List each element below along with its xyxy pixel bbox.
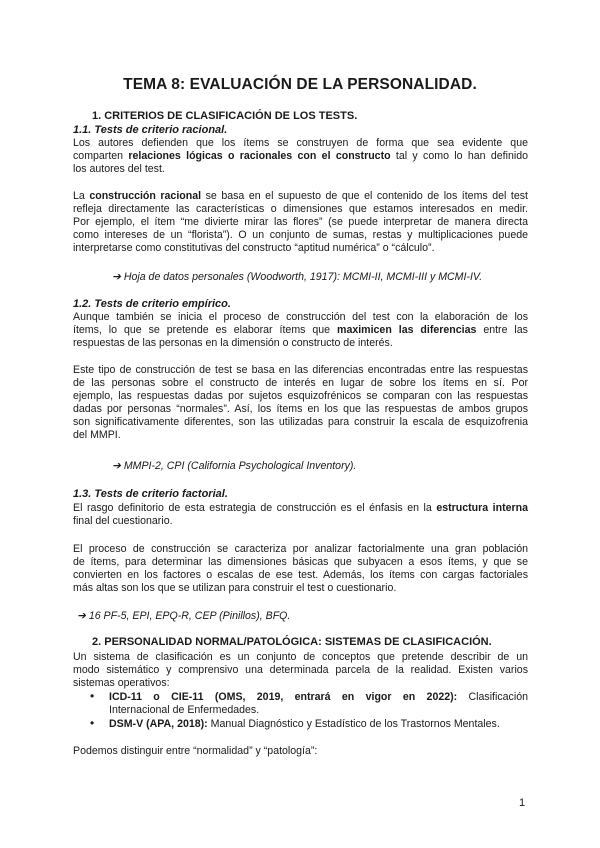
example-tests-ref: ➔ 16 PF-5, EPI, EPQ-R, CEP (Pinillos), BFQ. — [77, 610, 291, 622]
paragraph-line: Este tipo de construcción de test se basa en las diferencias encontradas entre las respuestas — [73, 364, 528, 376]
paragraph-line: como intereses de un “florista”). O un conjunto de sumas, restas y multiplicaciones puede — [73, 229, 528, 241]
paragraph-line: Podemos distinguir entre “normalidad” y “patología”: — [73, 745, 318, 757]
example-tests-ref: ➔ Hoja de datos personales (Woodworth, 1917): MCMI-II, MCMI-III y MCMI-IV. — [112, 271, 483, 283]
paragraph-line: son significativamente diferentes, son las utilizadas para construir la escala de esquizofrenia — [73, 416, 528, 428]
bullet-icon: • — [90, 716, 95, 730]
paragraph-line: del MMPI. — [73, 429, 121, 441]
subsection-1-1-heading: 1.1. Tests de criterio racional. — [73, 124, 228, 136]
paragraph-line: respuestas de las personas en la dimensión o constructo de interés. — [73, 337, 393, 349]
paragraph-line: dadas por personas “normales”. Así, los ítems en los que las respuestas de ambos grupos — [73, 403, 528, 415]
page-title: TEMA 8: EVALUACIÓN DE LA PERSONALIDAD. — [123, 76, 477, 93]
example-tests-ref: ➔ MMPI-2, CPI (California Psychological Inventory). — [112, 460, 357, 472]
paragraph-line: ejemplo, las respuestas dadas por sujetos esquizofrénicos se comparan con las respuestas — [73, 390, 528, 402]
bullet-icon: • — [90, 689, 95, 703]
paragraph-line: refleja directamente las características o dimensiones que estamos interesados en medir. — [73, 203, 528, 215]
paragraph-line: más altas son los que se utilizan para construir el test o cuestionario. — [73, 582, 397, 594]
paragraph-line: ítems, lo que se pretende es elaborar ítems que maximicen las diferencias entre las — [73, 324, 528, 336]
paragraph-line: La construcción racional se basa en el supuesto de que el contenido de los ítems del test — [73, 190, 529, 202]
paragraph-line: modo sistemático y comprensivo una determinada parcela de la realidad. Existen varios — [73, 664, 528, 676]
paragraph-line: los autores del test. — [73, 163, 165, 175]
paragraph-line: El proceso de construcción se caracteriza por analizar factorialmente una gran población — [73, 543, 528, 555]
paragraph-line: Por ejemplo, el ítem “me divierte mirar las flores” (se puede interpretar de manera directa — [73, 216, 528, 228]
paragraph-line: El rasgo definitorio de esta estrategia de construcción es el énfasis en la estructura interna — [73, 502, 529, 514]
paragraph-line: de ítems, para determinar las dimensiones básicas que subyacen a esos ítems, y que se — [73, 556, 528, 568]
paragraph-line: comparten relaciones lógicas o racionales con el constructo tal y como lo han definido — [73, 150, 528, 162]
paragraph-line: sistemas operativos: — [73, 677, 170, 689]
paragraph-line: final del cuestionario. — [73, 515, 173, 527]
list-item: ICD-11 o CIE-11 (OMS, 2019, entrará en vigor en 2022): Clasificación — [109, 691, 528, 703]
paragraph-line: interpretarse como constitutivas del constructo “aptitud numérica” o “cálculo”. — [73, 242, 435, 254]
list-item: DSM-V (APA, 2018): Manual Diagnóstico y Estadístico de los Trastornos Mentales. — [109, 718, 500, 730]
subsection-1-3-heading: 1.3. Tests de criterio factorial. — [73, 488, 228, 500]
paragraph-line: Los autores defienden que los ítems se construyen de forma que sea evidente que — [73, 137, 528, 149]
paragraph-line: de las personas sobre el constructo de interés en lugar de sobre los ítems en sí. Por — [73, 377, 528, 389]
paragraph-line: convierten en los factores o escalas de ese test. Además, los ítems con cargas factoriales — [73, 569, 528, 581]
section-2-heading: 2. PERSONALIDAD NORMAL/PATOLÓGICA: SISTEMAS DE CLASIFICACIÓN. — [92, 636, 492, 648]
page-number: 1 — [519, 797, 526, 809]
paragraph-line: Aunque también se inicia el proceso de construcción del test con la elaboración de los — [73, 311, 528, 323]
section-1-heading: 1. CRITERIOS DE CLASIFICACIÓN DE LOS TESTS. — [92, 110, 358, 122]
subsection-1-2-heading: 1.2. Tests de criterio empírico. — [73, 298, 231, 310]
list-item-continuation: Internacional de Enfermedades. — [109, 704, 260, 716]
paragraph-line: Un sistema de clasificación es un conjunto de conceptos que pretende describir de un — [73, 651, 528, 663]
